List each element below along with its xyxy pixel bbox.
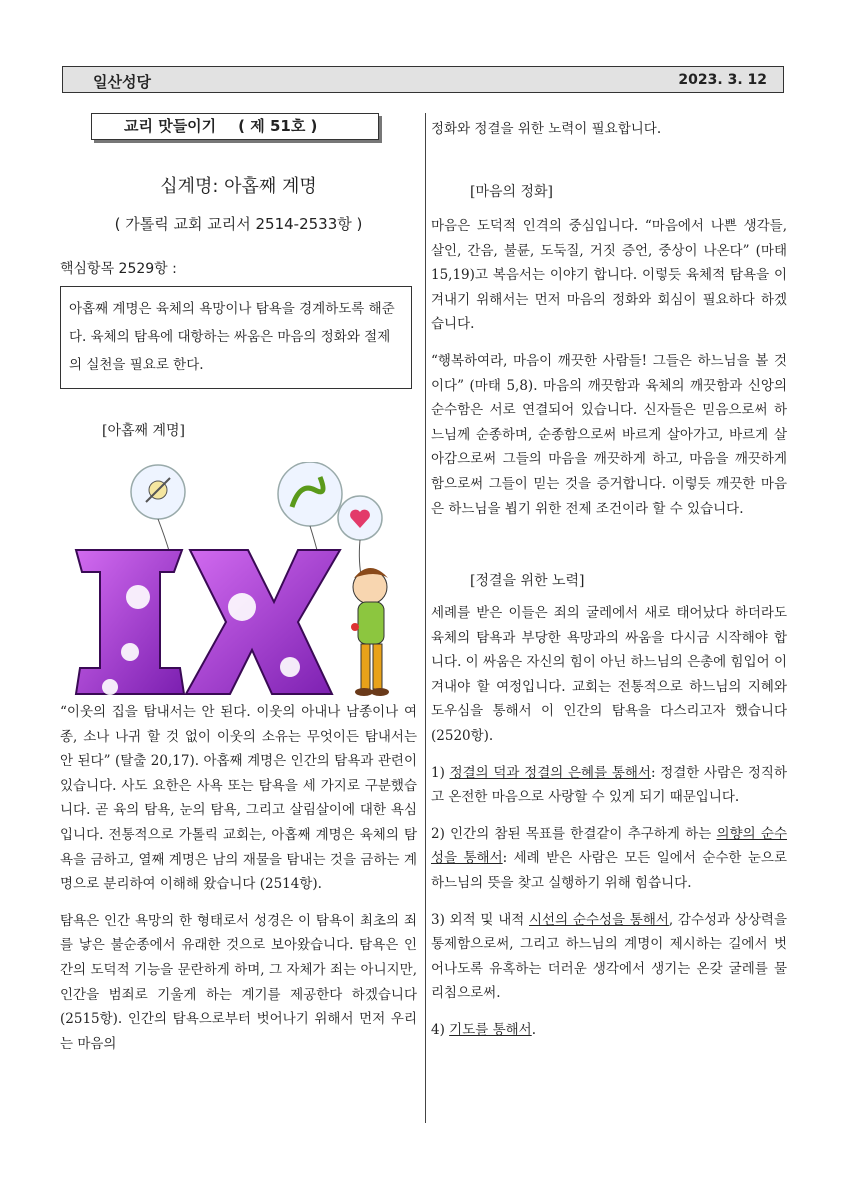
section-heart-purification: [마음의 정화] bbox=[470, 184, 553, 200]
core-box bbox=[60, 286, 412, 389]
balloon-heart-icon bbox=[338, 496, 382, 580]
right-column-top bbox=[431, 117, 787, 142]
paragraph: 세례를 받은 이들은 죄의 굴레에서 새로 태어났다 하더라도 육체의 탐욕과 부당한 욕망과의 싸움을 다시금 시작해야 합니다. 이 싸움은 자신의 힘이 아닌 하느님의 은총에 힘입어 이겨내야 할 여정입니다. 교회는 전통적으로 하느님의 지혜와 도우심을 통해서 이 인간의 탐욕을 다스리고자 했습니다(2520항). bbox=[431, 605, 787, 744]
column-divider bbox=[425, 113, 426, 1123]
list-item: 4) 기도를 통해서. bbox=[431, 1021, 536, 1038]
balloon-snake-icon bbox=[278, 462, 342, 554]
issue-label: 교리 맛들이기 bbox=[124, 117, 217, 135]
issue-box bbox=[91, 113, 379, 140]
right-column-lower bbox=[431, 601, 787, 1043]
core-label: 핵심항목 2529항 : bbox=[60, 261, 177, 277]
paragraph: “이웃의 집을 탐내서는 안 된다. 이웃의 아내나 남종이나 여종, 소나 나귀 할 것 없이 이웃의 소유는 무엇이든 탐내서는 안 된다” (탈출 20,17). 아홉째 계명은 인간의 탐욕과 관련이 있습니다. 사도 요한은 사욕 또는 탐욕을 세 가지로 구분했습니다. 곧 육의 탐욕, 눈의 탐욕, 그리고 살림살이에 대한 욕심입니다. 전통적으로 가톨릭 교회는, 아홉째 계명은 육체의 탐욕을 금하고, 열째 계명은 남의 재물을 탐내는 것을 금하는 계명으로 분리하여 이해해 왔습니다 (2514항). bbox=[60, 704, 417, 893]
paragraph: “행복하여라, 마음이 깨끗한 사람들! 그들은 하느님을 볼 것이다” (마태 5,8). 마음의 깨끗함과 육체의 깨끗함과 신앙의 순수함은 서로 연결되어 있습니다. 신자들은 믿음으로써 하느님께 순종하며, 순종함으로써 바르게 살아가고, 바르게 살아감으로써 그들의 마음을 깨끗하게 하고, 마음을 깨끗하게 함으로써 그들이 믿는 것을 증거합니다. 이렇듯 깨끗한 마음은 하느님을 뵙기 위한 전제 조건이라 할 수 있습니다. bbox=[431, 352, 787, 517]
page-title: 십계명: 아홉째 계명 bbox=[160, 176, 317, 197]
list-item: 3) 외적 및 내적 시선의 순수성을 통해서, 감수성과 상상력을 통제함으로써, 그리고 하느님의 계명이 제시하는 길에서 벗어나도록 유혹하는 더러운 생각에서 생기는 온갖 굴레를 물리침으로써. bbox=[431, 911, 787, 1002]
ix-illustration bbox=[70, 462, 420, 702]
section-chastity-effort: [정결을 위한 노력] bbox=[470, 573, 585, 589]
right-column-text bbox=[431, 214, 787, 521]
paragraph: 마음은 도덕적 인격의 중심입니다. “마음에서 나쁜 생각들, 살인, 간음, 불륜, 도둑질, 거짓 증언, 중상이 나온다” (마태 15,19)고 복음서는 이야기 합니다. 이렇듯 육체적 탐욕을 이겨내기 위해서는 먼저 마음의 정화와 회심이 필요하다 하겠습니다. bbox=[431, 218, 787, 333]
page-header bbox=[62, 66, 784, 93]
parish-name: 일산성당 bbox=[93, 73, 151, 91]
section-ninth-commandment: [아홉째 계명] bbox=[102, 423, 185, 439]
paragraph: 정화와 정결을 위한 노력이 필요합니다. bbox=[431, 121, 662, 137]
core-text: 아홉째 계명은 육체의 욕망이나 탐욕을 경계하도록 해준다. 육체의 탐욕에 대항하는 싸움은 마음의 정화와 절제의 실천을 필요로 한다. bbox=[69, 301, 395, 373]
paragraph: 탐욕은 인간 욕망의 한 형태로서 성경은 이 탐욕이 최초의 죄를 낳은 불순종에서 유래한 것으로 보아왔습니다. 탐욕은 인간의 도덕적 기능을 문란하게 하며, 그 자체가 죄는 아니지만, 인간을 범죄로 기울게 하는 계기를 제공한다 하겠습니다(2515항). 인간의 탐욕으로부터 벗어나기 위해서 먼저 우리는 마음의 bbox=[60, 912, 417, 1052]
list-item: 2) 인간의 참된 목표를 한결같이 추구하게 하는 의향의 순수성을 통해서: 세례 받은 사람은 모든 일에서 순수한 눈으로 하느님의 뜻을 찾고 실행하기 위해 힘씁니다. bbox=[431, 825, 788, 891]
list-item: 1) 정결의 덕과 정결의 은혜를 통해서: 정결한 사람은 정직하고 온전한 마음으로 사랑할 수 있게 되기 때문입니다. bbox=[431, 764, 787, 806]
roman-numeral-graphic bbox=[76, 550, 340, 695]
boy-figure-icon bbox=[351, 568, 389, 696]
page-subtitle: ( 가톨릭 교회 교리서 2514-2533항 ) bbox=[114, 215, 363, 233]
left-column-text bbox=[60, 700, 417, 1056]
balloon-skull-icon bbox=[131, 465, 185, 554]
issue-date: 2023. 3. 12 bbox=[678, 72, 767, 88]
issue-number: ( 제 51호 ) bbox=[238, 117, 318, 135]
